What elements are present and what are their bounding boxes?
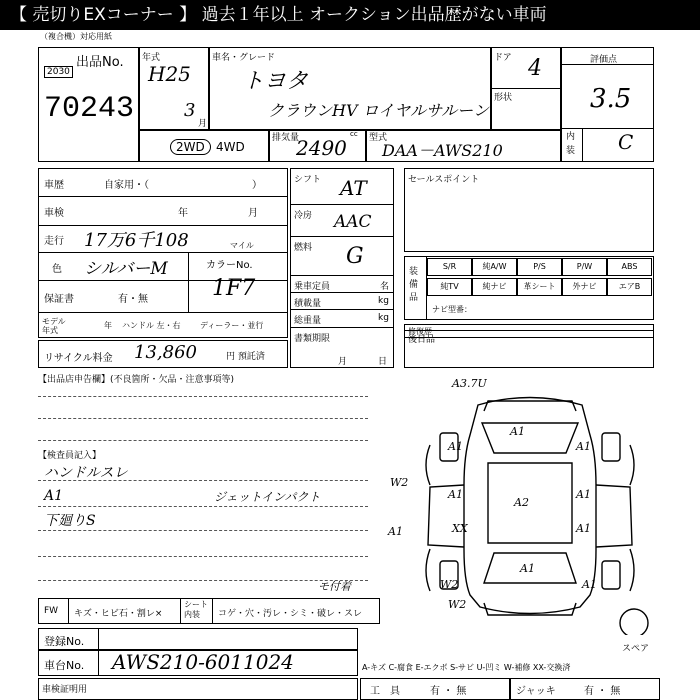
inspector-line-3: 下廻りS — [44, 513, 96, 529]
capacity-label: 乗車定員 — [294, 282, 331, 292]
diagram-label-3: A1 — [448, 440, 463, 453]
displacement-unit: cc — [350, 130, 358, 138]
cert-label: 車検証明用 — [42, 685, 88, 695]
chassis-label: 車台No. — [44, 659, 85, 672]
equip-ps: P/S — [517, 258, 562, 276]
banner-title: 【 売切りEXコーナー 】 過去１年以上 オークション出品歴がない車両 — [0, 0, 700, 30]
diagram-label-15: W2 — [448, 598, 467, 611]
diagram-label-2: A1 — [510, 425, 525, 438]
diagram-note: モ付着 — [318, 580, 351, 593]
damage-legend: A-キズ C-腐食 E-エクボ S-サビ U-凹ミ W-補修 XX-交換済 — [362, 663, 571, 672]
equip-leather: 革シート — [517, 278, 562, 296]
docs-month: 月 — [338, 357, 348, 367]
load-unit: kg — [378, 296, 389, 306]
inspector-note: ジェットインパクト — [214, 490, 321, 504]
diagram-label-10: XX — [452, 522, 468, 535]
inspector-line-1: ハンドルスレ — [44, 465, 128, 481]
fuel-value: G — [346, 244, 364, 269]
gross-unit: kg — [378, 313, 389, 323]
shape-label: 形状 — [494, 93, 513, 103]
recycle-label: リサイクル料金 — [44, 353, 113, 364]
navi-model: ナビ型番： — [432, 305, 472, 314]
seat-items: コゲ・穴・汚レ・シミ・破レ・スレ — [218, 609, 363, 619]
capacity-unit: 名 — [380, 282, 390, 292]
drive-4wd: 4WD — [216, 140, 245, 154]
color-label: 色 — [52, 264, 62, 275]
color-no-value: 1F7 — [212, 276, 256, 301]
shift-value: AT — [340, 176, 367, 200]
history-options: 自家用・（ — [104, 180, 149, 191]
mileage-label: 走行 — [44, 236, 64, 247]
seat-label: シート 内装 — [184, 600, 208, 619]
chassis-value: AWS210-6011024 — [112, 650, 294, 674]
equip-sr: S/R — [427, 258, 472, 276]
fuel-label: 燃料 — [294, 243, 313, 253]
grade-label: 評価点 — [590, 55, 618, 65]
grade-value: 3.5 — [590, 84, 632, 114]
model-type-value: DAA－AWS210 — [382, 141, 503, 160]
history-label: 車歴 — [44, 180, 64, 191]
year-month-unit: 月 — [198, 119, 208, 129]
diagram-label-1: A3.7U — [452, 377, 487, 390]
displacement-value: 2490 — [296, 136, 347, 160]
fw-label: FW — [44, 606, 59, 616]
tools-label: 工 具 — [370, 686, 400, 697]
seller-notes-label: 【出品店申告欄】(不良箇所・欠品・注意事項等) — [38, 375, 235, 385]
equipment-label: 装備品 — [409, 267, 419, 303]
model-change-label: モデル 年式 — [42, 317, 66, 335]
inspector-label: 【検査員記入】 — [38, 451, 102, 461]
model-grade: クラウンHV ロイヤルサルーン — [268, 101, 489, 120]
diagram-label-13: A1 — [520, 562, 535, 575]
model-label: 車名・グレード — [212, 53, 276, 63]
car-damage-diagram — [400, 375, 660, 635]
equip-tv: 純TV — [427, 278, 472, 296]
diagram-label-8: W2 — [390, 476, 409, 489]
repaired-label: 修復歴 — [408, 327, 432, 336]
gross-label: 総重量 — [294, 316, 322, 326]
inspector-line-2: A1 — [44, 488, 64, 504]
fw-items: キズ・ヒビ石・割レ× — [74, 609, 163, 619]
load-label: 積載量 — [294, 299, 322, 309]
year-month: 3 — [184, 100, 196, 121]
docs-day: 日 — [378, 357, 388, 367]
diagram-label-4: A1 — [576, 440, 591, 453]
interior-label: 内装 — [566, 132, 576, 156]
model-type-label: 型式 — [369, 133, 388, 143]
equip-navi: 純ナビ — [472, 278, 517, 296]
docs-label: 書類期限 — [294, 334, 331, 344]
handle-label: ハンドル 左・右 — [122, 321, 181, 330]
recycle-value: 13,860 — [134, 342, 197, 363]
inspection-year: 年 — [178, 208, 188, 219]
diagram-label-6: A1 — [448, 488, 463, 501]
sales-point-label: セールスポイント — [408, 175, 480, 185]
warranty-value: 有・無 — [118, 294, 148, 305]
interior-value: C — [618, 130, 634, 154]
diagram-label-14: A1 — [582, 578, 597, 591]
mileage-unit: マイル — [230, 241, 254, 250]
spare-label: スペア — [622, 644, 650, 654]
aircon-label: 冷房 — [294, 211, 313, 221]
mileage-value: 17万6千108 — [84, 230, 189, 251]
model-change-month: 年 — [104, 321, 112, 330]
door-value: 4 — [528, 56, 542, 81]
diagram-label-12: A1 — [576, 522, 591, 535]
lot-number: 70243 — [44, 92, 135, 126]
equip-pw: P/W — [562, 258, 607, 276]
drive-2wd: 2WD — [170, 139, 211, 155]
door-label: ドア — [494, 53, 512, 63]
warranty-label: 保証書 — [44, 294, 74, 305]
inspection-month: 月 — [248, 208, 258, 219]
diagram-label-9: A1 — [388, 525, 403, 538]
later-label: 後日品 — [408, 335, 436, 345]
later-box — [404, 330, 654, 368]
equip-aw: 純A/W — [472, 258, 517, 276]
equip-airbag: エアB — [607, 278, 652, 296]
equip-ext-navi: 外ナビ — [562, 278, 607, 296]
shift-label: シフト — [294, 175, 322, 185]
year-label: 年式 — [142, 53, 161, 63]
aircon-value: AAC — [334, 212, 372, 232]
diagram-label-5: A2 — [514, 496, 529, 509]
lot-small-code: 2030 — [44, 66, 73, 78]
history-close: ） — [252, 180, 262, 191]
lot-label: 出品No. — [76, 55, 124, 70]
diagram-label-7: A1 — [576, 488, 591, 501]
jack-label: ジャッキ — [516, 686, 556, 697]
inspection-label: 車検 — [44, 208, 64, 219]
registration-box — [38, 628, 358, 650]
color-no-label: カラーNo. — [206, 260, 253, 271]
dealer-label: ディーラー・並行 — [200, 321, 264, 330]
displacement-label: 排気量 — [272, 133, 300, 143]
registration-label: 登録No. — [44, 635, 85, 648]
diagram-label-11: W2 — [440, 578, 459, 591]
tools-value: 有 ・ 無 — [430, 686, 467, 697]
equip-abs: ABS — [607, 258, 652, 276]
year-value: H25 — [148, 62, 191, 86]
color-value: シルバーM — [84, 259, 168, 279]
model-maker: トヨタ — [242, 69, 309, 94]
recycle-unit: 円 預託済 — [226, 352, 265, 362]
jack-value: 有 ・ 無 — [584, 686, 621, 697]
header-note: （複合機）対応用紙 — [40, 32, 112, 41]
